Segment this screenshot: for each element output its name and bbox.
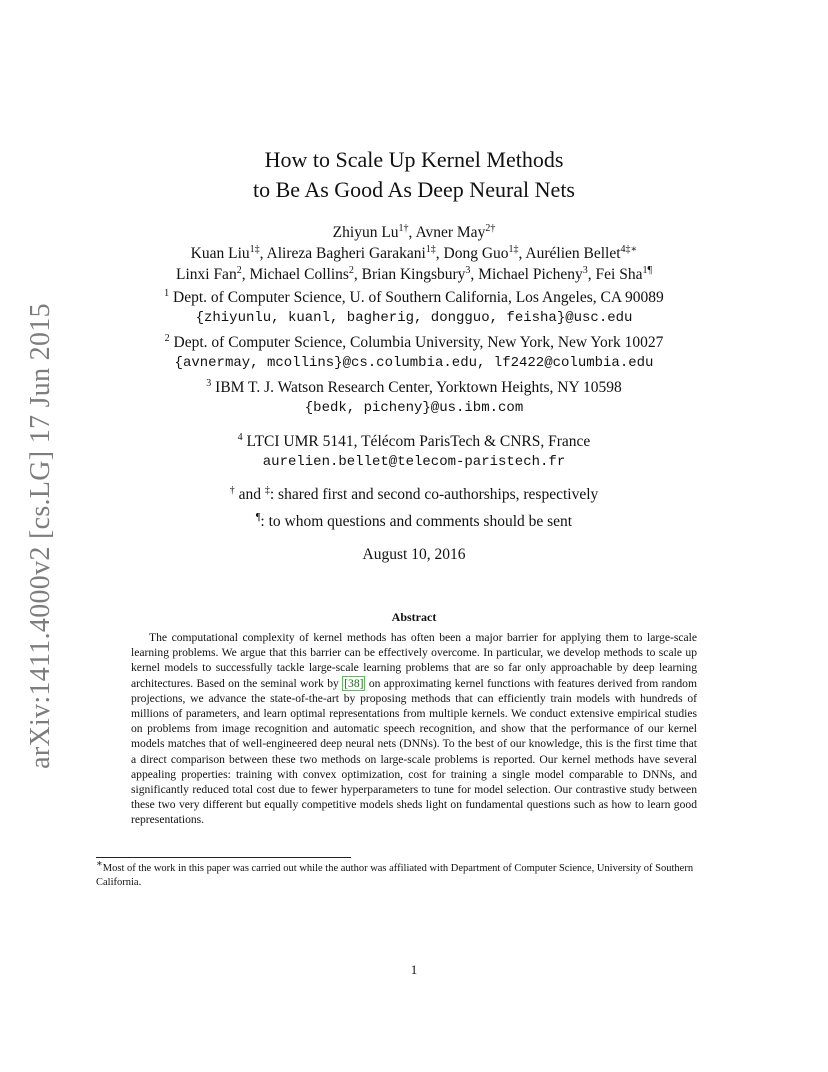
contact-note: ¶: to whom questions and comments should be sent (255, 511, 573, 530)
affiliation-name: Dept. of Computer Science, U. of Southern California, Los Angeles, CA 90089 (173, 289, 664, 306)
affiliation-email: {bedk, picheny}@us.ibm.com (304, 400, 524, 416)
arxiv-identifier-stamp: arXiv:1411.4000v2 [cs.LG] 17 Jun 2015 (25, 303, 56, 769)
paper-title (95, 145, 733, 205)
affiliation-1 (95, 287, 733, 329)
affiliation-email: aurelien.bellet@telecom-paristech.fr (262, 454, 566, 470)
author-line-3: Linxi Fan$^2$, Michael Collins$^2$, Brian Kingsbury$^3$, Michael Picheny$^3$, Fei Sha$^{1\P}$ (175, 264, 652, 283)
affiliation-mark: 3 (206, 377, 212, 389)
abstract-heading: Abstract (391, 610, 437, 624)
abstract-body: The computational complexity of kernel methods has often been a major barrier for applying them to large-scale learning problems. We argue that this barrier can be effectively overcome. In particular, we develop methods to scale up kernel models to successfully tackle large-scale learning problems that are so far only approachable by deep learning architectures. Based on the seminal work by [38] on approximating kernel functions with features derived from random projections, we advance the state-of-the-art by proposing methods that can efficiently train models with hundreds of millions of parameters, and learn optimal representations from multiple kernels. We conduct extensive empirical studies on problems from image recognition and automatic speech recognition, and show that the performance of our kernel models matches that of well-engineered deep neural nets (DNNs). To the best of our knowledge, this is the first time that a direct comparison between these two methods on large-scale problems is reported. Our kernel methods have several appealing properties: training with convex optimization, cost for training a single model comparable to DNNs, and significantly reduced total cost due to fewer hyperparameters to tune for model selection. Our contrastive study between these two very different but equally competitive models sheds light on fundamental questions such as how to learn good representations. (131, 631, 697, 827)
coauthor-note: † and ‡: shared first and second co-authorships, respectively (229, 484, 599, 503)
affiliation-3 (95, 377, 733, 419)
affiliation-mark: 1 (164, 287, 170, 299)
footnote-rule (96, 857, 351, 858)
paper-date: August 10, 2016 (362, 546, 466, 563)
citation-link[interactable]: [38] (344, 676, 364, 690)
author-list (95, 222, 733, 285)
affiliation-email: {avnermay, mcollins}@cs.columbia.edu, lf2422@columbia.edu (174, 355, 654, 371)
title-line-1: How to Scale Up Kernel Methods (264, 147, 564, 172)
title-line-2: to Be As Good As Deep Neural Nets (252, 177, 575, 202)
footnote-mark: ∗ (96, 858, 103, 870)
affiliation-email: {zhiyunlu, kuanl, bagherig, dongguo, feisha}@usc.edu (195, 310, 633, 326)
affiliation-mark: 2 (164, 332, 170, 344)
affiliation-name: IBM T. J. Watson Research Center, Yorktown Heights, NY 10598 (215, 379, 622, 396)
author-line-2: Kuan Liu$^{1\ddagger}$, Alireza Bagheri Garakani$^{1\ddagger}$, Dong Guo$^{1\ddagger}$, Aurélien Bellet$^{4\ddagger∗}$ (190, 243, 638, 262)
author-line-1: Zhiyun $Lu^{1\dagger}$, Avner May$^{2\dagger}$ (332, 222, 496, 241)
affiliation-4 (95, 431, 733, 473)
affiliation-mark: 4 (237, 431, 243, 443)
page-number: 1 (410, 962, 418, 977)
affiliation-2 (95, 332, 733, 374)
footnote (96, 858, 732, 890)
affiliation-name: LTCI UMR 5141, Télécom ParisTech & CNRS, France (246, 433, 591, 450)
footnote-text: Most of the work in this paper was carried out while the author was affiliated with Department of Computer Science, University of Southern California. (96, 863, 694, 888)
affiliation-name: Dept. of Computer Science, Columbia University, New York, New York 10027 (173, 334, 664, 351)
